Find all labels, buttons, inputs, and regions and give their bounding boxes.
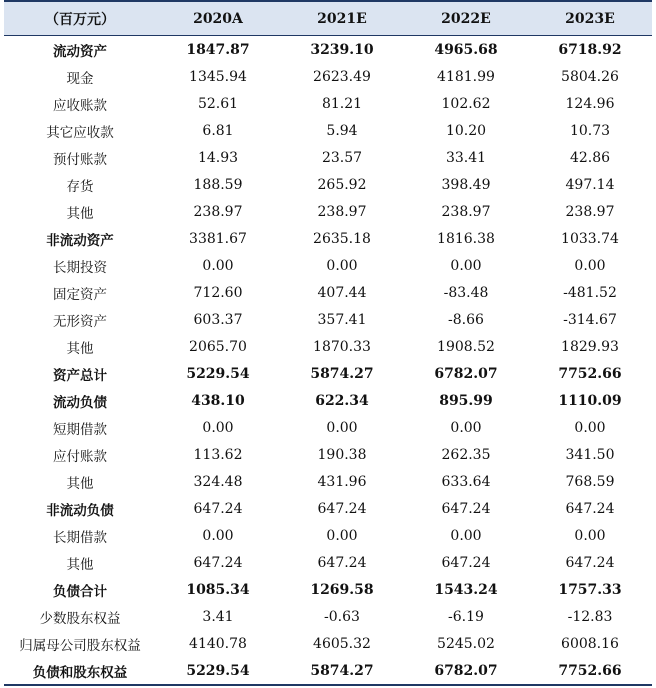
row-value: 1757.33 <box>558 581 622 598</box>
row-label: 归属母公司股东权益 <box>19 637 141 654</box>
row-value: 1870.33 <box>313 338 371 355</box>
row-value: 7752.66 <box>558 365 622 382</box>
row-value: 5229.54 <box>156 657 280 685</box>
row-value: 6782.07 <box>404 657 528 685</box>
row-label: 现金 <box>66 70 94 87</box>
row-value: 0.00 <box>574 257 606 274</box>
row-value: 0.00 <box>450 419 482 436</box>
header-unit: （百万元） <box>4 1 156 36</box>
row-value: 7752.66 <box>528 657 652 685</box>
row-label: 短期借款 <box>53 421 107 438</box>
row-value: 647.24 <box>193 500 243 517</box>
row-label: 应付账款 <box>53 448 107 465</box>
table-row <box>4 306 652 333</box>
row-value: 647.24 <box>317 500 367 517</box>
row-label: 资产总计 <box>53 367 107 384</box>
row-value: 1908.52 <box>437 338 495 355</box>
table-row <box>4 279 652 306</box>
table-row <box>4 468 652 495</box>
row-value: 633.64 <box>441 473 491 490</box>
balance-sheet-table <box>4 0 652 686</box>
row-value: 5245.02 <box>437 635 495 652</box>
row-label: 流动负债 <box>53 394 107 411</box>
row-value: 0.00 <box>202 419 234 436</box>
row-value: 3239.10 <box>310 41 374 58</box>
row-value: 2623.49 <box>313 68 371 85</box>
row-value: 52.61 <box>197 95 239 112</box>
row-value: 431.96 <box>317 473 367 490</box>
table-row <box>4 495 652 522</box>
row-value: 895.99 <box>439 392 493 409</box>
row-value: 10.73 <box>569 122 611 139</box>
row-value: 0.00 <box>450 257 482 274</box>
row-label: 应收账款 <box>53 97 107 114</box>
row-value: 1345.94 <box>189 68 247 85</box>
row-value: 3.41 <box>202 608 234 625</box>
row-value: 3381.67 <box>189 230 247 247</box>
row-label: 其他 <box>66 205 94 222</box>
row-value: 1033.74 <box>561 230 619 247</box>
row-value: 6718.92 <box>558 41 622 58</box>
table-row <box>4 549 652 576</box>
row-label: 负债合计 <box>53 583 107 600</box>
row-value: 5.94 <box>326 122 358 139</box>
row-value: 1110.09 <box>558 392 622 409</box>
row-value: 124.96 <box>565 95 615 112</box>
row-value: 1847.87 <box>186 41 250 58</box>
row-value: 262.35 <box>441 446 491 463</box>
row-value: 0.00 <box>326 419 358 436</box>
table-row <box>4 576 652 603</box>
row-value: 6008.16 <box>561 635 619 652</box>
row-value: 0.00 <box>450 527 482 544</box>
row-value: 113.62 <box>193 446 243 463</box>
row-label: 固定资产 <box>53 286 107 303</box>
row-value: 497.14 <box>565 176 615 193</box>
balance-sheet-table-container <box>4 0 652 686</box>
row-label: 负债和股东权益 <box>4 657 156 685</box>
row-value: 0.00 <box>574 527 606 544</box>
row-label: 流动资产 <box>53 43 107 60</box>
row-value: 324.48 <box>193 473 243 490</box>
row-value: -314.67 <box>563 311 617 328</box>
table-row <box>4 36 652 64</box>
row-value: 4181.99 <box>437 68 495 85</box>
table-row <box>4 360 652 387</box>
table-row <box>4 63 652 90</box>
row-value: 0.00 <box>574 419 606 436</box>
row-value: 23.57 <box>321 149 363 166</box>
table-row <box>4 171 652 198</box>
row-value: 0.00 <box>326 527 358 544</box>
row-label: 少数股东权益 <box>39 610 121 627</box>
table-row <box>4 117 652 144</box>
header-2023e: 2023E <box>528 1 652 36</box>
row-value: 10.20 <box>445 122 487 139</box>
row-value: 0.00 <box>202 527 234 544</box>
row-value: 647.24 <box>317 554 367 571</box>
row-value: 2065.70 <box>189 338 247 355</box>
row-value: 0.00 <box>202 257 234 274</box>
row-value: 4965.68 <box>434 41 498 58</box>
header-2020a: 2020A <box>156 1 280 36</box>
row-value: 1816.38 <box>437 230 495 247</box>
row-value: 341.50 <box>565 446 615 463</box>
row-value: 0.00 <box>326 257 358 274</box>
row-label: 存货 <box>66 178 94 195</box>
row-value: 238.97 <box>317 203 367 220</box>
table-row <box>4 144 652 171</box>
row-value: 42.86 <box>569 149 611 166</box>
table-row <box>4 630 652 657</box>
row-value: 438.10 <box>191 392 245 409</box>
row-value: 647.24 <box>193 554 243 571</box>
row-value: 647.24 <box>441 500 491 517</box>
row-value: 102.62 <box>441 95 491 112</box>
row-value: -8.66 <box>448 311 484 328</box>
row-label: 非流动资产 <box>46 232 114 249</box>
row-value: -6.19 <box>448 608 484 625</box>
row-value: 1269.58 <box>310 581 374 598</box>
table-row <box>4 657 652 685</box>
table-row <box>4 387 652 414</box>
table-row <box>4 522 652 549</box>
row-value: 190.38 <box>317 446 367 463</box>
row-value: 5874.27 <box>280 657 404 685</box>
row-value: 647.24 <box>565 554 615 571</box>
row-label: 长期借款 <box>53 529 107 546</box>
header-row <box>4 1 652 36</box>
row-value: 357.41 <box>317 311 367 328</box>
table-row <box>4 90 652 117</box>
row-value: 5229.54 <box>186 365 250 382</box>
table-row <box>4 333 652 360</box>
row-value: 1085.34 <box>186 581 250 598</box>
row-label: 其它应收款 <box>46 124 114 141</box>
row-value: 5874.27 <box>310 365 374 382</box>
row-label: 无形资产 <box>53 313 107 330</box>
row-value: 4605.32 <box>313 635 371 652</box>
row-value: 81.21 <box>321 95 363 112</box>
row-label: 预付账款 <box>53 151 107 168</box>
row-label: 长期投资 <box>53 259 107 276</box>
table-row <box>4 603 652 630</box>
row-label: 其他 <box>66 556 94 573</box>
row-value: 6782.07 <box>434 365 498 382</box>
row-label: 其他 <box>66 475 94 492</box>
row-value: -481.52 <box>563 284 617 301</box>
row-value: 398.49 <box>441 176 491 193</box>
row-value: 1829.93 <box>561 338 619 355</box>
row-value: 6.81 <box>202 122 234 139</box>
row-label: 其他 <box>66 340 94 357</box>
row-value: 238.97 <box>441 203 491 220</box>
row-value: 238.97 <box>193 203 243 220</box>
row-value: 188.59 <box>193 176 243 193</box>
row-value: -12.83 <box>567 608 613 625</box>
row-value: 647.24 <box>565 500 615 517</box>
row-value: 768.59 <box>565 473 615 490</box>
row-value: 5804.26 <box>561 68 619 85</box>
row-value: 2635.18 <box>313 230 371 247</box>
header-2022e: 2022E <box>404 1 528 36</box>
row-value: 4140.78 <box>189 635 247 652</box>
table-body <box>4 36 652 686</box>
table-header <box>4 1 652 36</box>
row-value: 407.44 <box>317 284 367 301</box>
table-row <box>4 414 652 441</box>
row-value: 1543.24 <box>434 581 498 598</box>
row-value: -0.63 <box>324 608 360 625</box>
row-value: 712.60 <box>193 284 243 301</box>
table-row <box>4 198 652 225</box>
table-row <box>4 441 652 468</box>
table-row <box>4 252 652 279</box>
header-2021e: 2021E <box>280 1 404 36</box>
row-value: -83.48 <box>443 284 489 301</box>
row-value: 647.24 <box>441 554 491 571</box>
row-value: 265.92 <box>317 176 367 193</box>
row-label: 非流动负债 <box>46 502 114 519</box>
row-value: 238.97 <box>565 203 615 220</box>
table-row <box>4 225 652 252</box>
row-value: 14.93 <box>197 149 239 166</box>
row-value: 603.37 <box>193 311 243 328</box>
row-value: 622.34 <box>315 392 369 409</box>
row-value: 33.41 <box>445 149 487 166</box>
